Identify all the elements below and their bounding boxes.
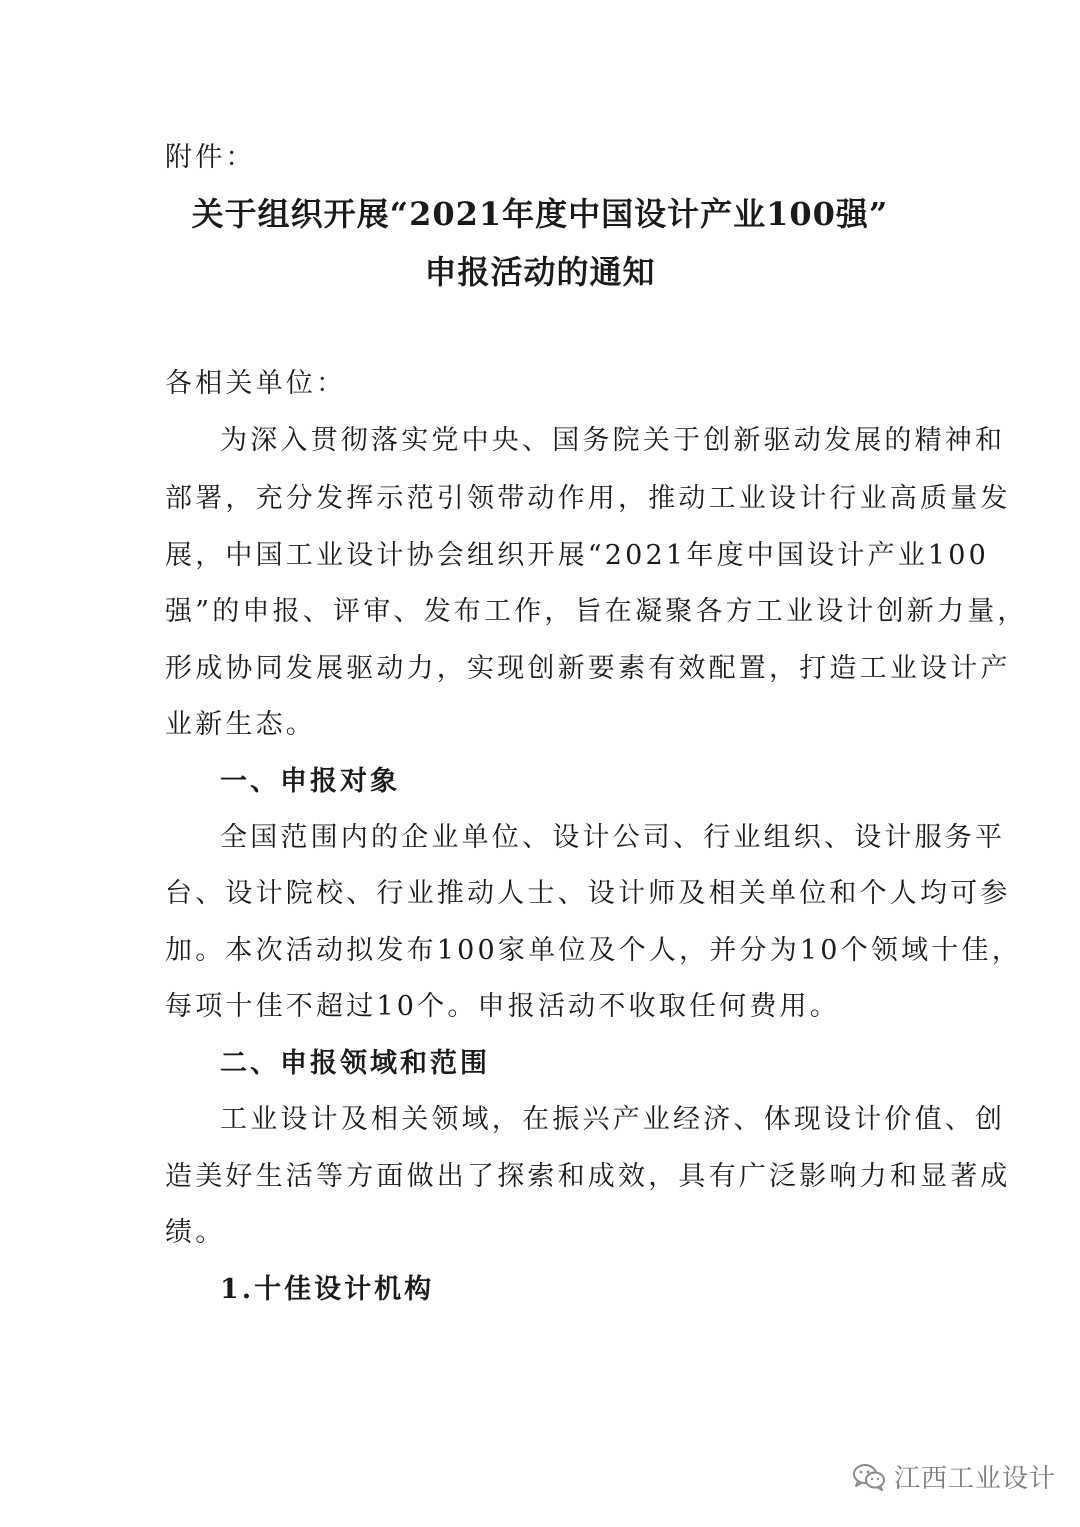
- subsection-1-heading: 1.十佳设计机构: [220, 1274, 435, 1305]
- intro-line-6: 业新生态。: [165, 709, 316, 740]
- wechat-icon: [852, 1463, 886, 1491]
- section-1-heading: 一、申报对象: [220, 766, 400, 797]
- intro-line-4: 强”的申报、评审、发布工作，旨在凝聚各方工业设计创新力量，: [165, 596, 1028, 627]
- section-2-line-2: 造美好生活等方面做出了探索和成效，具有广泛影响力和显著成: [165, 1161, 1011, 1192]
- document-title-line-2: 申报活动的通知: [424, 253, 656, 291]
- intro-line-1: 为深入贯彻落实党中央、国务院关于创新驱动发展的精神和: [220, 425, 1006, 456]
- intro-line-2: 部署，充分发挥示范引领带动作用，推动工业设计行业高质量发: [165, 483, 1011, 514]
- section-1-line-3: 加。本次活动拟发布100家单位及个人，并分为10个领域十佳，: [165, 935, 1022, 966]
- section-1-line-4: 每项十佳不超过10个。申报活动不收取任何费用。: [165, 991, 840, 1022]
- section-1-line-2: 台、设计院校、行业推动人士、设计师及相关单位和个人均可参: [165, 878, 1011, 909]
- section-2-line-1: 工业设计及相关领域，在振兴产业经济、体现设计价值、创: [220, 1104, 1006, 1135]
- salutation: 各相关单位：: [165, 368, 347, 399]
- intro-line-3: 展，中国工业设计协会组织开展“2021年度中国设计产业100: [165, 540, 990, 571]
- section-2-line-3: 绩。: [165, 1217, 226, 1248]
- wechat-watermark: [852, 1458, 1056, 1495]
- attachment-label: 附件：: [165, 142, 256, 173]
- section-2-heading: 二、申报领域和范围: [220, 1048, 490, 1079]
- document-title-line-1: 关于组织开展“2021年度中国设计产业100强”: [191, 195, 889, 233]
- watermark-text: 江西工业设计: [894, 1464, 1057, 1494]
- section-1-line-1: 全国范围内的企业单位、设计公司、行业组织、设计服务平: [220, 822, 1006, 853]
- intro-line-5: 形成协同发展驱动力，实现创新要素有效配置，打造工业设计产: [165, 653, 1011, 684]
